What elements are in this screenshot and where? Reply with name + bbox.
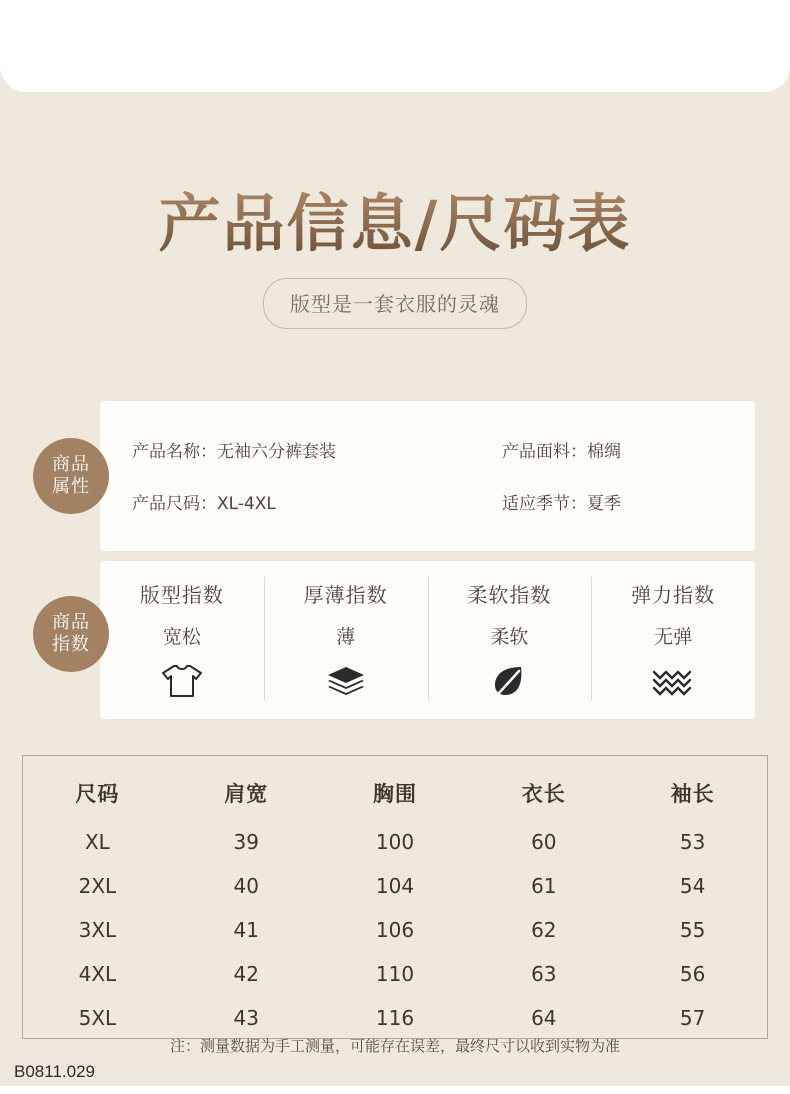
indices-badge <box>33 596 109 672</box>
table-cell: 43 <box>233 1006 259 1030</box>
table-cell: 56 <box>679 962 706 986</box>
table-row <box>23 908 767 952</box>
top-white-band <box>0 0 790 92</box>
table-cell: 60 <box>531 830 557 854</box>
table-cell: 106 <box>375 918 415 942</box>
attribute-product-name: 产品名称：无袖六分裤套装 <box>132 442 336 462</box>
table-header-cell: 袖长 <box>670 782 715 806</box>
tshirt-icon <box>160 661 204 701</box>
table-cell: 61 <box>531 874 557 898</box>
index-value: 薄 <box>336 626 356 648</box>
table-cell: 2XL <box>78 874 117 898</box>
table-cell: 54 <box>679 874 706 898</box>
bottom-white-strip <box>0 1086 790 1094</box>
table-cell: 100 <box>375 830 415 854</box>
index-title: 厚薄指数 <box>303 583 388 607</box>
table-cell: 62 <box>531 918 557 942</box>
table-cell: 104 <box>375 874 415 898</box>
table-header-cell: 衣长 <box>521 782 566 806</box>
table-cell: 116 <box>375 1006 415 1030</box>
table-cell: 4XL <box>78 962 117 986</box>
table-row <box>23 864 767 908</box>
attributes-badge-line2: 属性 <box>52 476 90 497</box>
table-cell: 110 <box>375 962 415 986</box>
table-cell: 42 <box>233 962 259 986</box>
table-header-row <box>23 756 767 820</box>
indices-card <box>100 561 755 719</box>
table-row <box>23 996 767 1040</box>
indices-badge-line2: 指数 <box>52 634 90 655</box>
attributes-card <box>100 401 755 551</box>
table-cell: 53 <box>679 830 706 854</box>
table-cell: 40 <box>233 874 259 898</box>
index-item-elasticity <box>591 561 755 719</box>
table-cell: 57 <box>679 1006 706 1030</box>
index-item-fit <box>100 561 264 719</box>
index-value: 无弹 <box>654 626 693 648</box>
product-code: B0811.029 <box>14 1062 95 1081</box>
index-item-softness <box>428 561 592 719</box>
subtitle-pill: 版型是一套衣服的灵魂 <box>263 278 527 329</box>
table-cell: 5XL <box>78 1006 117 1030</box>
table-cell: 55 <box>679 918 706 942</box>
measurement-note: 注：测量数据为手工测量，可能存在误差，最终尺寸以收到实物为准 <box>169 1037 620 1055</box>
table-header-cell: 尺码 <box>75 782 120 806</box>
index-title: 弹力指数 <box>631 583 716 607</box>
title-section <box>0 187 790 329</box>
table-row <box>23 820 767 864</box>
table-cell: 3XL <box>78 918 117 942</box>
attributes-badge <box>33 438 109 514</box>
attribute-season: 适应季节：夏季 <box>502 494 621 514</box>
table-cell: 39 <box>233 830 259 854</box>
table-row <box>23 952 767 996</box>
waves-icon <box>649 661 697 701</box>
attributes-badge-line1: 商品 <box>52 453 90 475</box>
size-table-grid <box>23 756 767 1040</box>
attribute-fabric: 产品面料：棉绸 <box>502 442 621 462</box>
table-cell: 64 <box>531 1006 557 1030</box>
index-value: 宽松 <box>162 626 201 648</box>
table-cell: 63 <box>531 962 557 986</box>
table-cell: XL <box>84 830 110 854</box>
page-title: 产品信息/尺码表 <box>0 190 790 258</box>
layers-icon <box>324 661 368 701</box>
table-header-cell: 肩宽 <box>224 782 269 806</box>
index-title: 柔软指数 <box>467 583 552 607</box>
index-item-thickness <box>264 561 428 719</box>
size-table <box>22 755 768 1039</box>
leaf-icon <box>487 661 531 701</box>
table-header-cell: 胸围 <box>372 782 417 806</box>
table-cell: 41 <box>233 918 259 942</box>
attribute-size-range: 产品尺码：XL-4XL <box>132 494 276 514</box>
indices-badge-line1: 商品 <box>52 611 90 633</box>
index-title: 版型指数 <box>139 583 224 607</box>
index-value: 柔软 <box>490 626 529 648</box>
